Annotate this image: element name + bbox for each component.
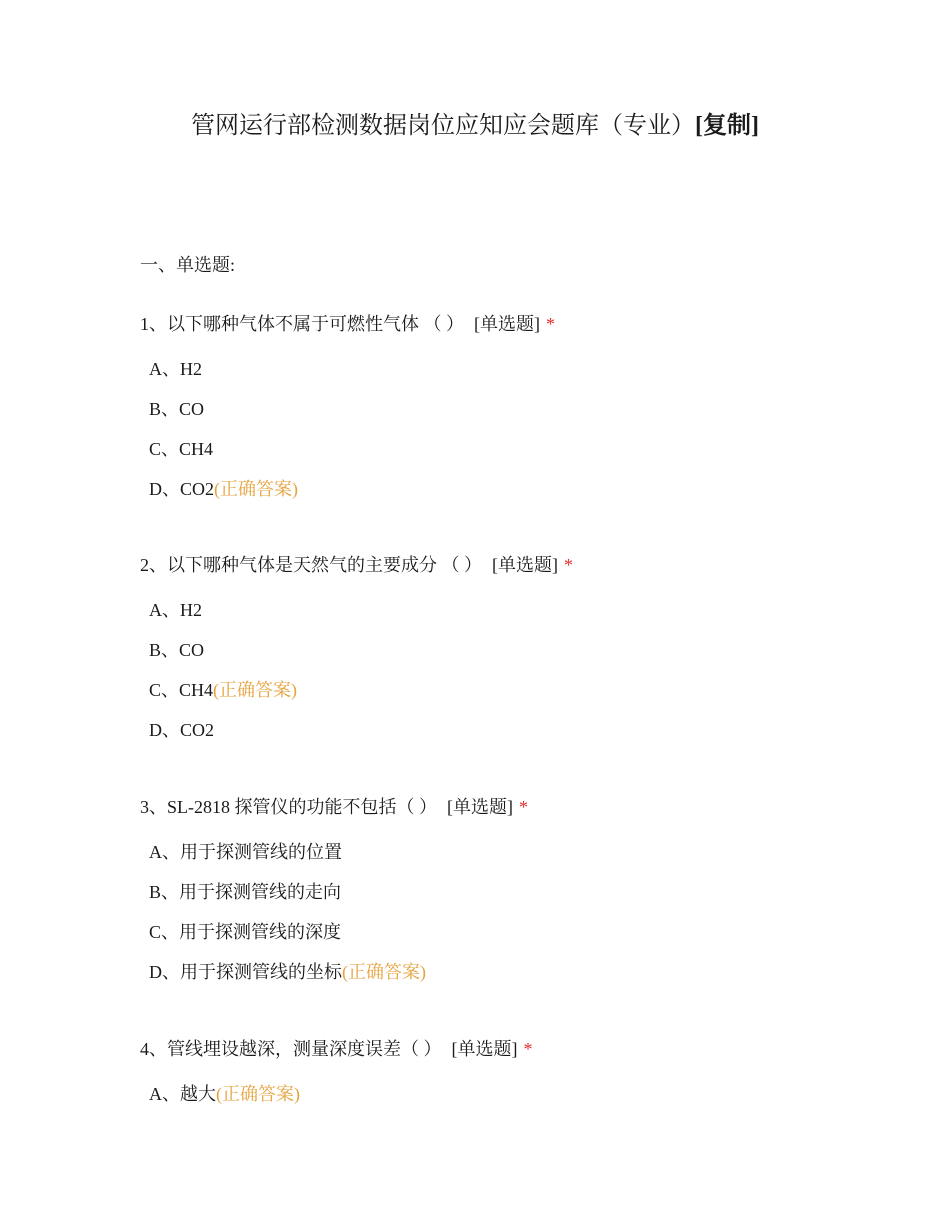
question-text: 以下哪种气体不属于可燃性气体 （ ） [167, 314, 464, 334]
question-stem [140, 794, 900, 820]
question-stem [140, 552, 900, 578]
option-text: 用于探测管线的位置 [180, 842, 342, 862]
option-letter: B、 [149, 882, 180, 902]
option-letter: D、 [149, 720, 180, 740]
option-a [140, 598, 900, 638]
title-text: 管网运行部检测数据岗位应知应会题库（专业） [191, 113, 695, 139]
option-text: 越大 [180, 1084, 216, 1104]
option-list [140, 1082, 900, 1122]
correct-answer-mark: (正确答案) [214, 479, 299, 499]
option-letter: B、 [149, 399, 180, 419]
option-text: CO2 [180, 479, 215, 499]
question-1 [140, 311, 900, 517]
option-letter: A、 [149, 1084, 180, 1104]
required-mark: * [564, 555, 573, 575]
option-b [140, 880, 900, 920]
question-number: 1、 [140, 314, 167, 334]
option-letter: A、 [149, 600, 180, 620]
option-d [140, 477, 900, 517]
option-text: CO2 [180, 720, 215, 740]
option-c [140, 678, 900, 718]
option-letter: C、 [149, 439, 180, 459]
correct-answer-mark: (正确答案) [213, 680, 298, 700]
question-type-label: [单选题] [474, 314, 540, 334]
option-b [140, 638, 900, 678]
option-letter: A、 [149, 359, 180, 379]
option-a [140, 357, 900, 397]
option-text: CH4 [179, 439, 214, 459]
question-2 [140, 552, 900, 758]
question-type-label: [单选题] [447, 797, 513, 817]
option-c [140, 920, 900, 960]
option-d [140, 718, 900, 758]
option-list [140, 598, 900, 758]
option-letter: D、 [149, 479, 180, 499]
option-text: H2 [180, 600, 202, 620]
question-text: 以下哪种气体是天然气的主要成分 （ ） [167, 555, 482, 575]
option-a [140, 840, 900, 880]
option-letter: D、 [149, 962, 180, 982]
option-text: CO [179, 640, 205, 660]
correct-answer-mark: (正确答案) [216, 1084, 300, 1104]
question-number: 2、 [140, 555, 167, 575]
question-3 [140, 794, 900, 1000]
option-text: CO [179, 399, 205, 419]
question-stem [140, 1036, 900, 1062]
option-text: CH4 [179, 680, 214, 700]
option-text: H2 [180, 359, 202, 379]
question-stem [140, 311, 900, 337]
question-text: 管线埋设越深，测量深度误差（ ） [167, 1039, 442, 1059]
question-number: 4、 [140, 1039, 167, 1059]
option-list [140, 357, 900, 517]
required-mark: * [546, 314, 555, 334]
required-mark: * [519, 797, 528, 817]
required-mark: * [523, 1039, 533, 1059]
section-heading: 一、单选题: [140, 255, 236, 275]
option-c [140, 437, 900, 477]
option-b [140, 397, 900, 437]
option-list [140, 840, 900, 1000]
option-text: 用于探测管线的深度 [179, 922, 342, 942]
option-text: 用于探测管线的坐标 [180, 962, 342, 982]
correct-answer-mark: (正确答案) [342, 962, 426, 982]
question-text: SL-2818 探管仪的功能不包括（ ） [167, 797, 437, 817]
option-letter: C、 [149, 680, 180, 700]
question-type-label: [单选题] [451, 1039, 518, 1059]
option-letter: A、 [149, 842, 180, 862]
option-a [140, 1082, 900, 1122]
question-type-label: [单选题] [492, 555, 558, 575]
page-title [0, 108, 950, 144]
question-4 [140, 1036, 900, 1122]
option-letter: B、 [149, 640, 180, 660]
option-d [140, 960, 900, 1000]
option-text: 用于探测管线的走向 [179, 882, 342, 902]
option-letter: C、 [149, 922, 180, 942]
title-copy-suffix: [复制] [695, 113, 759, 139]
question-number: 3、 [140, 797, 167, 817]
